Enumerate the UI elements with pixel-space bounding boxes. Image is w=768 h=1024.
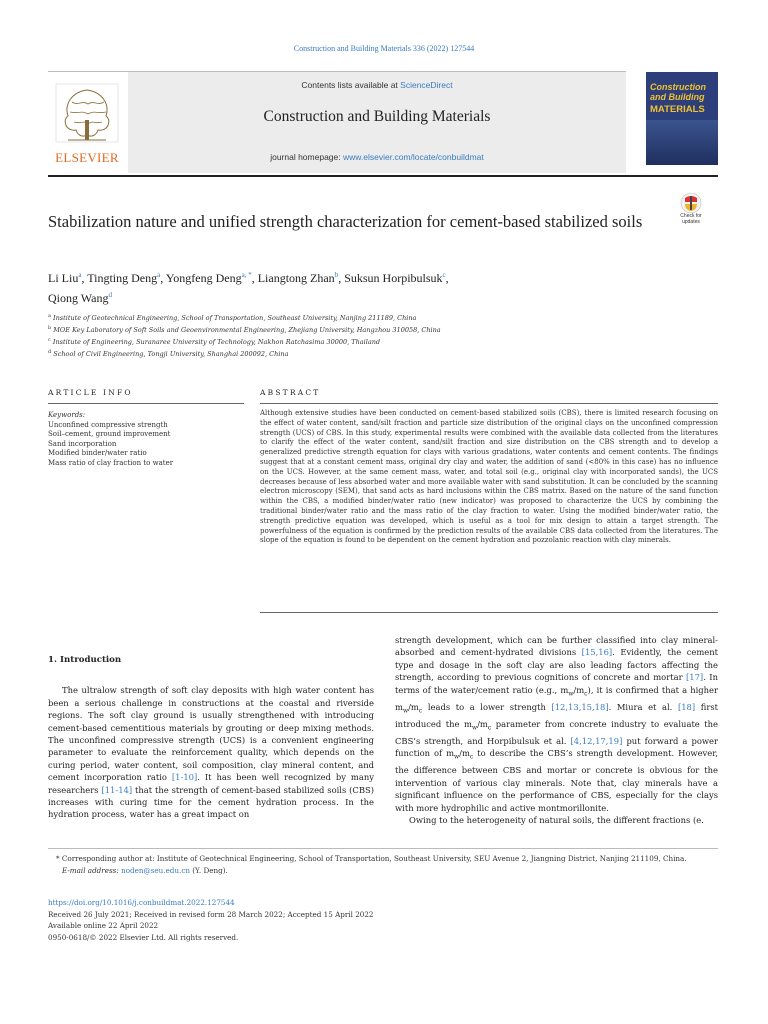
homepage-line [128,152,626,162]
citation-link[interactable]: [11-14] [101,784,133,795]
received-dates: Received 26 July 2021; Received in revised form 28 March 2022; Accepted 15 April 2022 [48,909,374,919]
author-affiliation-mark[interactable]: a [157,271,161,279]
introduction-heading: 1. Introduction [48,655,122,665]
author-list: Li Liu$^a$, Tingting Deng$^a$, Yongfeng Deng$^{a, *}$, Liangtong Zhan$^b$, Suksun Horpibulsuk$^c$, Qiong Wang$^d$ [48,271,449,305]
keyword-list [48,421,244,469]
author-affiliation-mark[interactable]: b [334,271,339,279]
author-name[interactable]: Yongfeng Deng [165,271,242,285]
available-online: Available online 22 April 2022 [48,921,159,930]
author-affiliation-mark[interactable]: c [442,271,446,279]
citation-link[interactable]: [17] [686,672,704,683]
publication-info [48,897,718,943]
keyword-item: Modified binder/water ratio [48,449,147,458]
author-affiliation-mark[interactable]: d [108,291,112,299]
author-name[interactable]: Li Liu [48,271,79,285]
doi-link[interactable]: https://doi.org/10.1016/j.conbuildmat.2022.127544 [48,898,235,907]
email-suffix: (Y. Deng). [189,865,228,875]
citation-link[interactable]: [18] [677,701,696,712]
journal-title: Construction and Building Materials [263,108,491,125]
abstract-heading: ABSTRACT [260,388,321,397]
check-updates-label: Check for updates [680,213,702,225]
citation-link[interactable]: [1-10] [171,772,198,783]
body-column-right [395,634,718,826]
citation-link[interactable]: [12,13,15,18] [551,701,609,712]
article-title: Stabilization nature and unified strength characterization for cement-based stabilized soils [48,212,643,231]
affiliation-item: $^c$ Institute of Engineering, Suranaree University of Technology, Nakhon Ratchasima 30000, Thailand [48,337,381,347]
keyword-item: Unconfined compressive strength [48,420,168,429]
affiliation-item: $^a$ Institute of Geotechnical Engineering, School of Transportation, Southeast University, Nanjing 211189, China [48,313,417,323]
copyright-line: 0950-0618/© 2022 Elsevier Ltd. All rights reserved. [48,932,239,942]
keyword-item: Mass ratio of clay fraction to water [48,458,174,467]
author-name[interactable]: Qiong Wang [48,291,109,305]
journal-cover-image[interactable] [646,72,718,165]
contents-line [128,80,626,90]
email-line [48,865,718,877]
affiliation-item: $^d$ School of Civil Engineering, Tongji University, Shanghai 200092, China [48,349,289,359]
citation-link[interactable]: [15,16] [581,647,613,658]
email-label: E-mail address: [62,865,122,875]
intro-paragraph-3: Owing to the heterogeneity of natural soils, the different fractions (e. [409,814,704,825]
publisher-name: ELSEVIER [55,150,119,165]
abstract-text: Although extensive studies have been conducted on cement-based stabilized soils (CBS), there is limited research focusing on the effect of water content, sand/silt fraction and particle size distribution of the original clays on the unconfined compression strength (UCS) of CBS. In this study, experimental results were combined with the available data collected from the literatures to clarify the effect of the water content, sand/silt fraction and size distribution on the CBS strength and to develop a generalized predictive strength equation for clays with various gradations, water contents and cement contents. The findings suggest that at a constant cement mass, original dry clay and water, the addition of sand (<80% in this case) has no influence on the UCS. However, at the same cement mass, water, and total soil (e.g., original clay with incorporated sands), the UCS decreases because of less absorbed water and more available water with sand substitution. It can be concluded by the scanning electron microscopy (SEM), that sand acts as hard inclusions within the CBS matrix. Based on the nature of the sand function within the CBS, a modified binder/water ratio (new indicator) was proposed to characterize the UCS by combining the traditional binder/water ratio and the mass ratio of the clay fraction to water. Using the modified binder/water ratio, the strength predictive equation was developed, which is useful as a tool for mix design to attain a target strength. The powerfulness of the equation is confirmed by the prediction results of the available CBS data collected from the literatures. The slope of the equation is found to be dependent on the cement hydration and pozzolanic reaction with clay minerals. [260,409,718,545]
footnote-rule [48,848,718,849]
author-name[interactable]: Liangtong Zhan [257,271,335,285]
homepage-prefix: journal homepage: [270,152,343,162]
check-for-updates-badge[interactable] [676,192,706,228]
keywords-label: Keywords: [48,411,86,419]
journal-reference[interactable]: Construction and Building Materials 336 (2022) 127544 [293,44,475,53]
cover-subtitle: MATERIALS [650,104,705,115]
affiliations [48,311,708,360]
affiliation-item: $^b$ MOE Key Laboratory of Soft Soils and Geoenvironmental Engineering, Zhejiang University, Hangzhou 310058, China [48,325,441,335]
author-name[interactable]: Tingting Deng [87,271,158,285]
article-info-heading: ARTICLE INFO [48,388,133,397]
homepage-link[interactable]: www.elsevier.com/locate/conbuildmat [342,152,484,162]
cover-artwork [646,120,718,165]
corresponding-footnote [48,853,718,876]
author-affiliation-mark[interactable]: a, * [241,271,252,279]
contents-prefix: Contents lists available at [301,80,401,90]
corresponding-author-note: * Corresponding author at: Institute of Geotechnical Engineering, School of Transportation, Southeast University, SEU Avenue 2, Jiangning District, Nanjing 211109, China. [56,854,687,863]
intro-paragraph-1: The ultralow strength of soft clay deposits with high water content has been a serious challenge in constructions at the coastal and riverside regions. The soft clay ground is usually strengthened with introducing cement-based cementitious materials by grouting or deep mixing methods. The unconfined compressive strength (UCS) is a convenient engineering parameter to evaluate the reinforcement quality, which depends on the curing period, water content, soil composition, clay mineral content, and cement incorporation ratio [1-10]. It has been well recognized by many researchers [11-14] that the strength of cement-based stabilized soils (CBS) increases with curing time for the cement hydration process. In the hydration process, water has a great impact on [48,685,374,820]
intro-paragraph-2: strength development, which can be further classified into clay mineral-absorbed and cement-hydrated divisions [15,16]. Evidently, the cement type and dosage in the soft clay are also leading factors affecting the strength, according to previous cognitions of concrete and mortar [17]. In terms of the water/cement ratio (e.g., $m_w/m_c$), it is confirmed that a higher $m_w/m_c$ leads to a lower strength [12,13,15,18]. Miura et al. [18] first introduced the $m_w/m_c$ parameter from concrete industry to evaluate the CBS’s strength, and Horpibulsuk et al. [4,12,17,19] put forward a power function of $m_w/m_c$ to describe the CBS’s strength development. However, the difference between CBS and mortar or concrete is obvious for the intervention of various clay minerals. Note that, clay minerals have a significant influence on the performance of CBS, especially for the clays with more hydrophilic and active montmorillonite. [395,635,718,813]
header-rule-bottom [48,175,718,177]
author-affiliation-mark[interactable]: a [78,271,82,279]
article-info-rule [48,403,244,404]
sciencedirect-link[interactable]: ScienceDirect [400,80,453,90]
abstract-rule-bottom [260,612,718,613]
citation-link[interactable]: [4,12,17,19] [570,735,623,746]
abstract-rule [260,403,718,404]
email-link[interactable]: noden@seu.edu.cn [121,865,190,875]
cover-title: Construction and Building [650,82,706,102]
keywords-block [48,411,244,469]
author-name[interactable]: Suksun Horpibulsuk [344,271,443,285]
check-updates-icon [676,192,706,214]
keyword-item: Soil–cement, ground improvement [48,430,171,439]
body-column-left [48,654,374,821]
keyword-item: Sand incorporation [48,439,117,448]
